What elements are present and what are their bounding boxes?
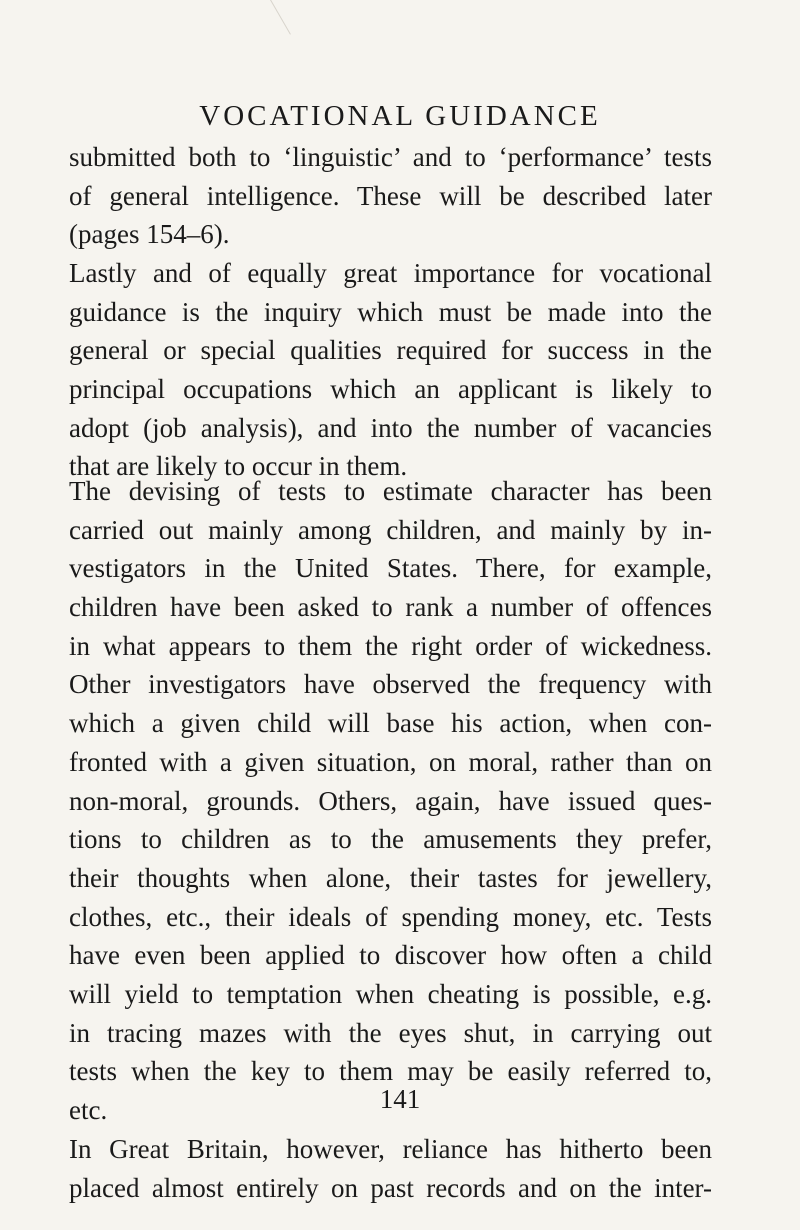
text-line: in tracing mazes with the eyes shut, in carrying out [69,1017,712,1048]
paragraph-1 [69,138,712,254]
text-line: guidance is the inquiry which must be made into the [69,296,712,327]
text-line: clothes, etc., their ideals of spending money, etc. Tests [69,901,712,932]
text-line: have even been applied to discover how often a child [69,940,712,971]
text-line: which a given child will base his action, when con- [69,708,712,739]
text-line: that are likely to occur in them. [69,451,408,482]
text-line: The devising of tests to estimate character has been [69,476,712,506]
text-line: submitted both to ‘linguistic’ and to ‘performance’ tests [69,142,712,172]
paragraph-3 [69,472,712,1130]
page-number: 141 [379,1084,421,1114]
text-line: of general intelligence. These will be described later [69,180,712,211]
text-line: Other investigators have observed the frequency with [69,669,712,700]
text-line: general or special qualities required for success in the [69,335,712,366]
text-line: will yield to temptation when cheating is possible, e.g. [69,978,712,1009]
text-line: non-moral, grounds. Others, again, have issued ques- [69,785,712,816]
text-line: tests when the key to them may be easily referred to, [69,1056,712,1087]
text-line: adopt (job analysis), and into the number of vacancies [69,412,712,443]
text-line: tions to children as to the amusements they prefer, [69,824,712,855]
text-line: in what appears to them the right order of wickedness. [69,630,712,661]
paragraph-2 [69,254,712,486]
text-line: their thoughts when alone, their tastes for jewellery, [69,862,712,893]
page-edge-mark [270,0,291,35]
text-line: children have been asked to rank a number of offences [69,592,712,623]
text-line: vestigators in the United States. There, for example, [69,553,712,584]
text-line: Lastly and of equally great importance for vocational [69,258,712,288]
text-line: fronted with a given situation, on moral, rather than on [69,746,712,777]
text-line: placed almost entirely on past records and on the inter- [69,1172,712,1203]
text-line: (pages 154–6). [69,219,230,250]
text-line: etc. [69,1095,108,1125]
paragraph-4 [69,1130,712,1207]
running-head: VOCATIONAL GUIDANCE [199,100,601,132]
text-line: In Great Britain, however, reliance has hitherto been [69,1134,712,1164]
text-line: principal occupations which an applicant is likely to [69,374,712,405]
text-line: carried out mainly among children, and mainly by in- [69,514,712,545]
